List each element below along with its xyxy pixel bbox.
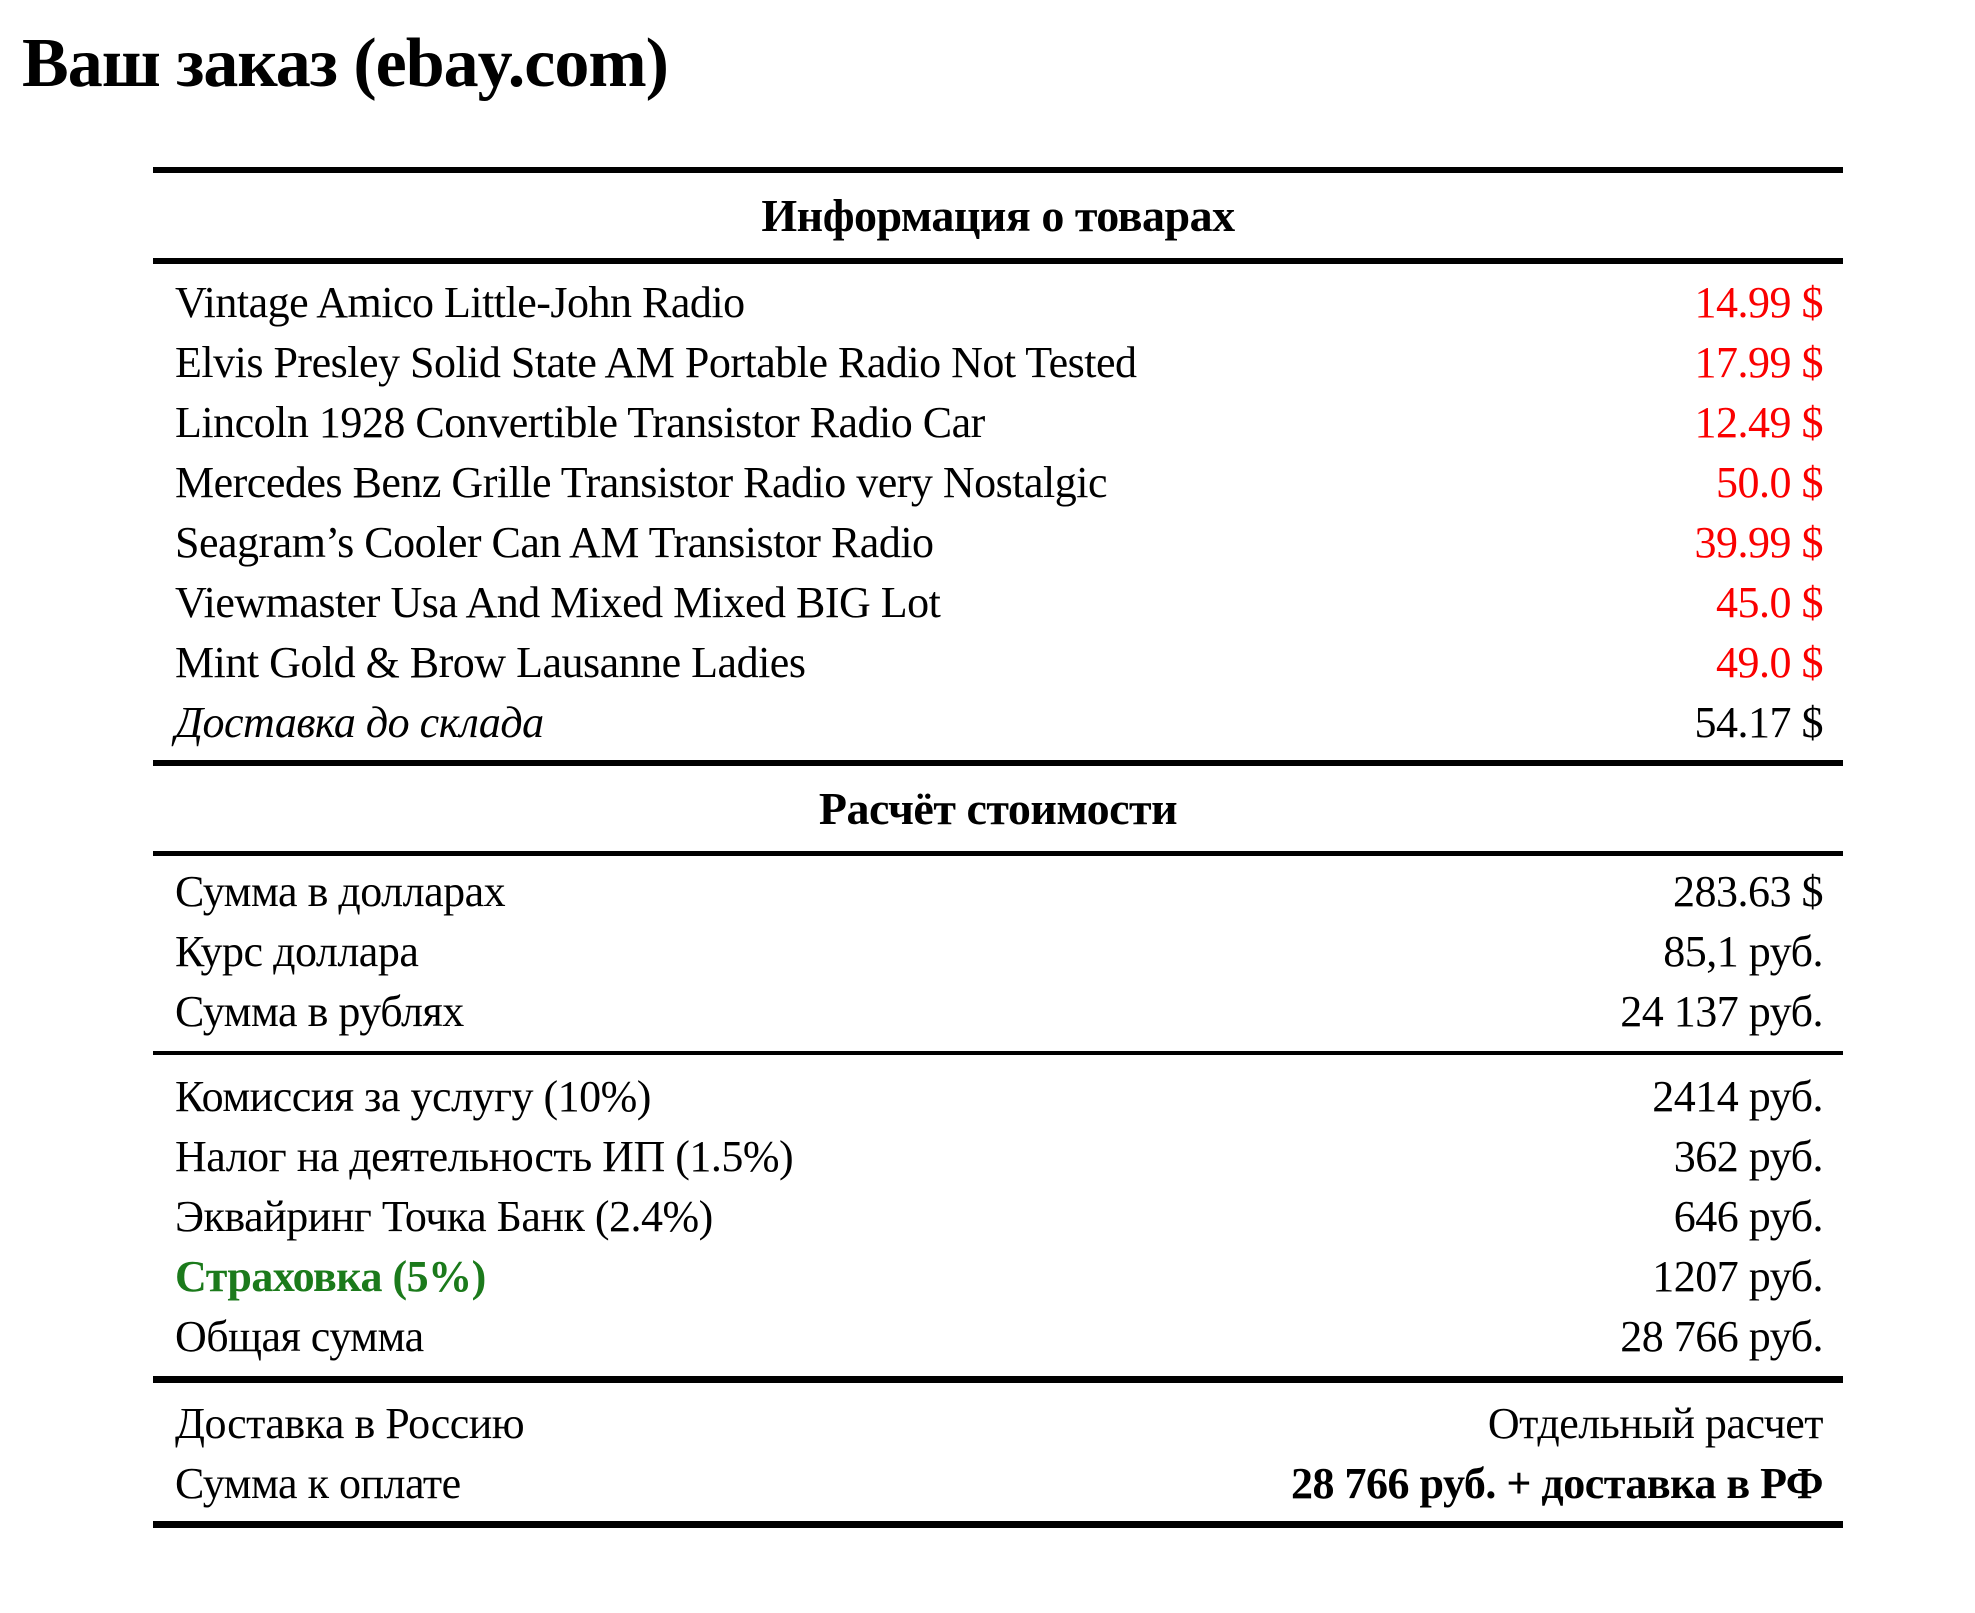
fee-label: Общая сумма — [175, 1311, 424, 1361]
calc-label: Курс доллара — [175, 926, 419, 976]
footer-row-amount-due — [153, 1453, 1843, 1513]
item-name: Mercedes Benz Grille Transistor Radio very Nostalgic — [175, 457, 1108, 507]
products-section-header: Информация о товарах — [761, 190, 1235, 241]
item-row — [153, 272, 1843, 332]
fee-row — [153, 1066, 1843, 1126]
fee-row — [153, 1126, 1843, 1186]
footer-divider-rule — [153, 1376, 1843, 1383]
item-price: 14.99 $ — [1694, 277, 1823, 327]
fee-value: 2414 руб. — [1652, 1071, 1823, 1121]
item-price: 12.49 $ — [1694, 397, 1823, 447]
item-price: 50.0 $ — [1716, 457, 1823, 507]
cost-section-header: Расчёт стоимости — [818, 783, 1178, 834]
bottom-rule — [153, 1521, 1843, 1528]
item-row — [153, 452, 1843, 512]
fee-row-total — [153, 1306, 1843, 1366]
item-price: 54.17 $ — [1694, 697, 1823, 747]
insurance-label: Страховка (5%) — [175, 1251, 486, 1301]
footer-value: Отдельный расчет — [1487, 1398, 1823, 1448]
item-price: 39.99 $ — [1694, 517, 1823, 567]
item-price: 49.0 $ — [1716, 637, 1823, 687]
fee-row — [153, 1186, 1843, 1246]
item-row — [153, 632, 1843, 692]
item-name: Доставка до склада — [175, 697, 544, 747]
fee-row-insurance — [153, 1246, 1843, 1306]
footer-list — [153, 1383, 1843, 1521]
fee-label: Налог на деятельность ИП (1.5%) — [175, 1131, 794, 1181]
item-row-warehouse-shipping — [153, 692, 1843, 752]
footer-label: Доставка в Россию — [175, 1398, 525, 1448]
item-name: Lincoln 1928 Convertible Transistor Radio Car — [175, 397, 985, 447]
item-name: Viewmaster Usa And Mixed Mixed BIG Lot — [175, 577, 941, 627]
item-name: Elvis Presley Solid State AM Portable Radio Not Tested — [175, 337, 1137, 387]
calc-label: Сумма в рублях — [175, 986, 464, 1036]
item-name: Seagram’s Cooler Can AM Transistor Radio — [175, 517, 934, 567]
item-row — [153, 392, 1843, 452]
item-row — [153, 332, 1843, 392]
footer-label: Сумма к оплате — [175, 1458, 461, 1508]
fee-value: 646 руб. — [1673, 1191, 1823, 1241]
footer-value: 28 766 руб. + доставка в РФ — [1291, 1458, 1823, 1508]
calc-value: 85,1 руб. — [1663, 926, 1823, 976]
order-table — [153, 167, 1843, 1528]
item-price: 45.0 $ — [1716, 577, 1823, 627]
fee-label: Эквайринг Точка Банк (2.4%) — [175, 1191, 713, 1241]
fees-list — [153, 1055, 1843, 1376]
fee-label: Комиссия за услугу (10%) — [175, 1071, 651, 1121]
item-name: Mint Gold & Brow Lausanne Ladies — [175, 637, 806, 687]
calc-row — [153, 861, 1843, 921]
item-row — [153, 512, 1843, 572]
item-name: Vintage Amico Little-John Radio — [175, 277, 745, 327]
page-title: Ваш заказ (ebay.com) — [22, 25, 668, 102]
calc-value: 283.63 $ — [1673, 866, 1823, 916]
subtotal-list — [153, 856, 1843, 1051]
products-list — [153, 264, 1843, 760]
calc-row — [153, 921, 1843, 981]
item-row — [153, 572, 1843, 632]
calc-label: Сумма в долларах — [175, 866, 506, 916]
fee-value: 28 766 руб. — [1620, 1311, 1823, 1361]
calc-value: 24 137 руб. — [1620, 986, 1823, 1036]
calc-row — [153, 981, 1843, 1041]
fee-value: 1207 руб. — [1652, 1251, 1823, 1301]
footer-row-russia-shipping — [153, 1393, 1843, 1453]
item-price: 17.99 $ — [1694, 337, 1823, 387]
fee-value: 362 руб. — [1673, 1131, 1823, 1181]
